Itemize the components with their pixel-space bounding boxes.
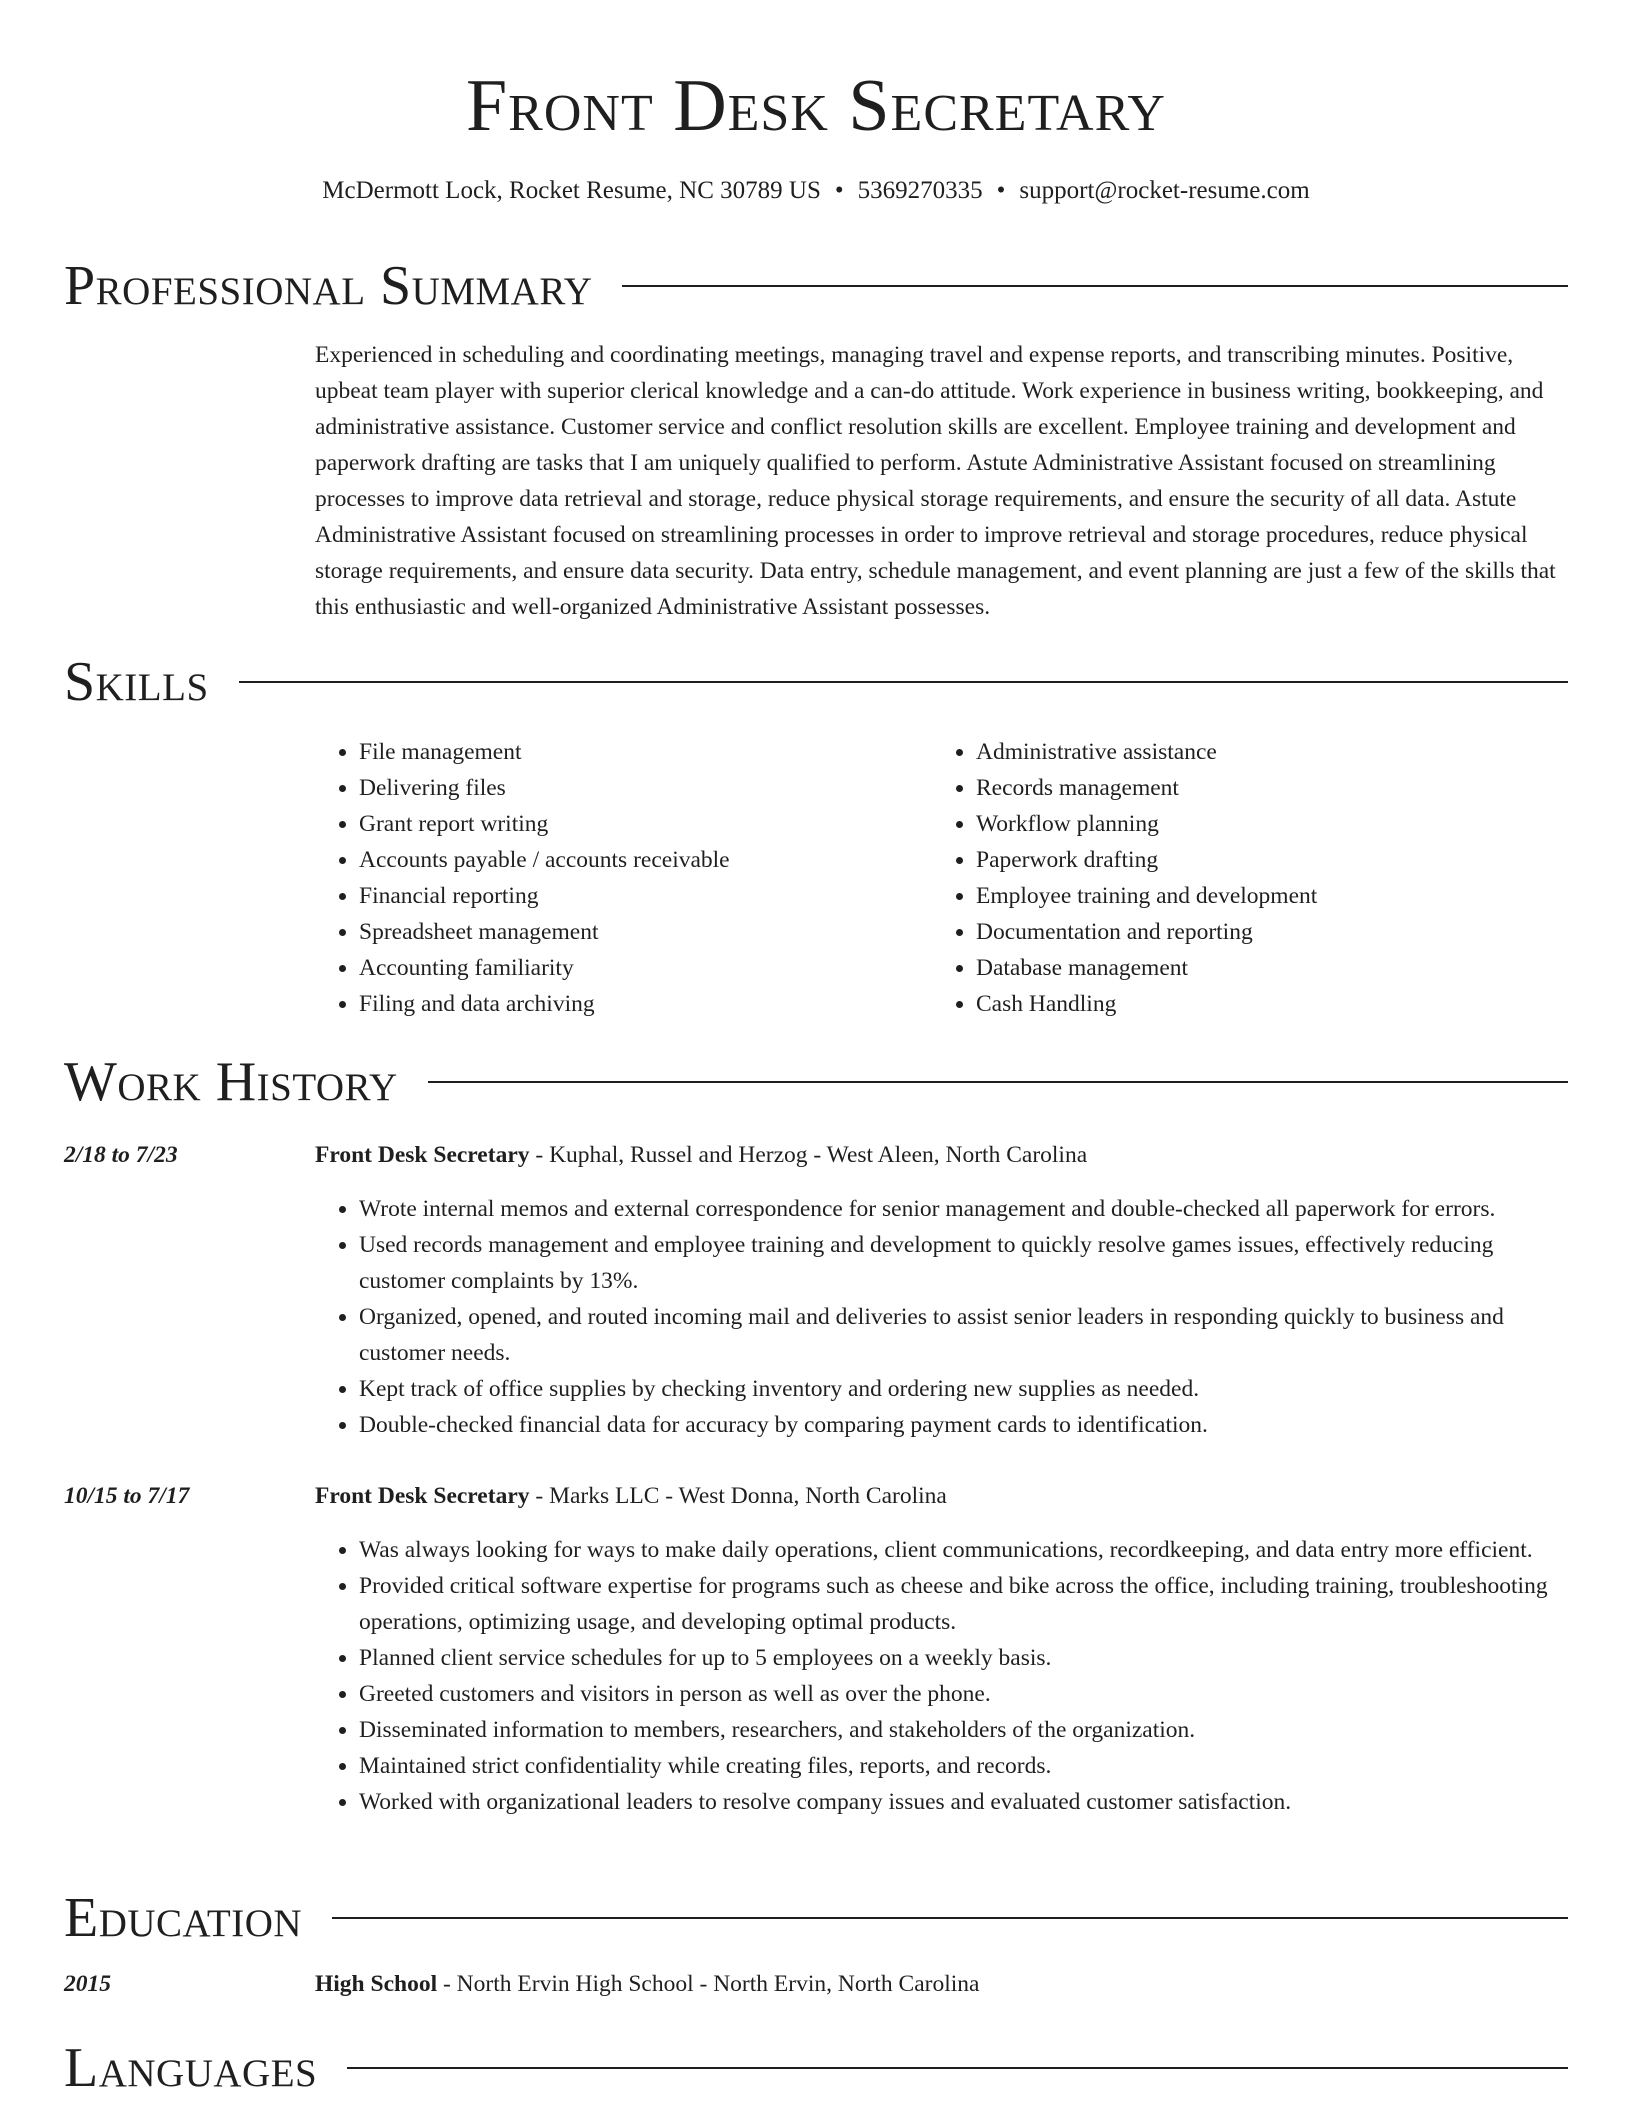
summary-body — [315, 337, 1568, 625]
job-bullets — [315, 1532, 1568, 1820]
job-title: Front Desk Secretary — [315, 1483, 530, 1509]
job-bullet: • Double-checked financial data for accuracy by comparing payment cards to identification. — [359, 1407, 1568, 1443]
job-bullet: • Provided critical software expertise for programs such as cheese and bike across the office, including training, troubleshooting operations, optimizing usage, and developing optimal products. — [359, 1568, 1568, 1640]
job-bullet: • Planned client service schedules for up to 5 employees on a weekly basis. — [359, 1640, 1568, 1676]
contact-separator: • — [996, 177, 1006, 204]
section-divider — [428, 1081, 1568, 1083]
languages-section-header — [64, 2038, 1568, 2098]
job-dates: 2/18 to 7/23 — [64, 1142, 178, 1168]
job-bullet: • Wrote internal memos and external correspondence for senior management and double-checked all paperwork for errors. — [359, 1191, 1568, 1227]
skill-item: • Grant report writing — [359, 806, 915, 842]
job-bullet: • Maintained strict confidentiality while creating files, reports, and records. — [359, 1748, 1568, 1784]
skill-item: • Accounts payable / accounts receivable — [359, 842, 915, 878]
job-details: - Kuphal, Russel and Herzog - West Aleen, North Carolina — [529, 1142, 1088, 1168]
skills-section-header — [64, 652, 1568, 712]
education-details: - North Ervin High School - North Ervin, North Carolina — [437, 1971, 980, 1997]
skill-item: • Paperwork drafting — [976, 842, 1568, 878]
section-divider — [332, 1917, 1568, 1919]
education-degree: High School — [315, 1971, 438, 1997]
education-section-header — [64, 1888, 1568, 1948]
contact-separator: • — [834, 177, 844, 204]
section-divider — [239, 681, 1568, 683]
job-bullet: • Worked with organizational leaders to resolve company issues and evaluated customer satisfaction. — [359, 1784, 1568, 1820]
skills-heading: Skills — [64, 651, 209, 713]
job-details: - Marks LLC - West Donna, North Carolina — [529, 1483, 947, 1509]
job-bullets — [315, 1191, 1568, 1443]
skill-item: • Administrative assistance — [976, 734, 1568, 770]
education-entry — [315, 1966, 1568, 2002]
skill-item: • File management — [359, 734, 915, 770]
section-divider — [622, 285, 1568, 287]
skill-item: • Delivering files — [359, 770, 915, 806]
skill-item: • Database management — [976, 950, 1568, 986]
contact-address: McDermott Lock, Rocket Resume, NC 30789 US — [322, 177, 821, 204]
summary-heading: Professional Summary — [64, 255, 593, 317]
job-bullet: • Disseminated information to members, researchers, and stakeholders of the organization. — [359, 1712, 1568, 1748]
job-bullet: • Kept track of office supplies by checking inventory and ordering new supplies as needed. — [359, 1371, 1568, 1407]
skill-item: • Cash Handling — [976, 986, 1568, 1022]
skill-item: • Employee training and development — [976, 878, 1568, 914]
job-heading — [315, 1478, 1568, 1514]
work-heading: Work History — [64, 1051, 398, 1113]
job-bullet: • Greeted customers and visitors in person as well as over the phone. — [359, 1676, 1568, 1712]
skill-item: • Spreadsheet management — [359, 914, 915, 950]
work-section-header — [64, 1052, 1568, 1112]
skill-item: • Documentation and reporting — [976, 914, 1568, 950]
job-heading — [315, 1137, 1568, 1173]
resume-page — [64, 0, 1568, 2112]
section-divider — [347, 2067, 1568, 2069]
summary-section-header — [64, 256, 1568, 316]
skill-item: • Filing and data archiving — [359, 986, 915, 1022]
contact-phone: 5369270335 — [857, 177, 983, 204]
job-bullet: • Was always looking for ways to make daily operations, client communications, recordkeeping, and data entry more efficient. — [359, 1532, 1568, 1568]
education-heading: Education — [64, 1887, 303, 1949]
job-bullet: • Organized, opened, and routed incoming mail and deliveries to assist senior leaders in responding quickly to business and customer needs. — [359, 1299, 1568, 1371]
contact-line — [64, 176, 1568, 206]
languages-heading: Languages — [64, 2037, 318, 2099]
skills-list-right — [932, 734, 1568, 1022]
job-title: Front Desk Secretary — [315, 1142, 530, 1168]
skill-item: • Accounting familiarity — [359, 950, 915, 986]
skills-list-left — [315, 734, 915, 1022]
resume-title: Front Desk Secretary — [466, 65, 1166, 147]
skill-item: • Financial reporting — [359, 878, 915, 914]
skill-item: • Records management — [976, 770, 1568, 806]
skill-item: • Workflow planning — [976, 806, 1568, 842]
contact-email[interactable]: support@rocket-resume.com — [1019, 177, 1310, 204]
job-dates: 10/15 to 7/17 — [64, 1483, 190, 1509]
summary-text: Experienced in scheduling and coordinating meetings, managing travel and expense reports, and transcribing minutes. Positive, upbeat team player with superior clerical knowledge and a can-do attitude. Work experience in business writing, bookkeeping, and administrative assistance. Customer service and conflict resolution skills are excellent. Employee training and development and paperwork drafting are tasks that I am uniquely qualified to perform. Astute Administrative Assistant focused on streamlining processes to improve data retrieval and storage, reduce physical storage requirements, and ensure the security of all data. Astute Administrative Assistant focused on streamlining processes in order to improve retrieval and storage procedures, reduce physical storage requirements, and ensure data security. Data entry, schedule management, and event planning are just a few of the skills that this enthusiastic and well-organized Administrative Assistant possesses. — [315, 342, 1556, 620]
education-year: 2015 — [64, 1971, 111, 1997]
job-bullet: • Used records management and employee training and development to quickly resolve games issues, effectively reducing customer complaints by 13%. — [359, 1227, 1568, 1299]
